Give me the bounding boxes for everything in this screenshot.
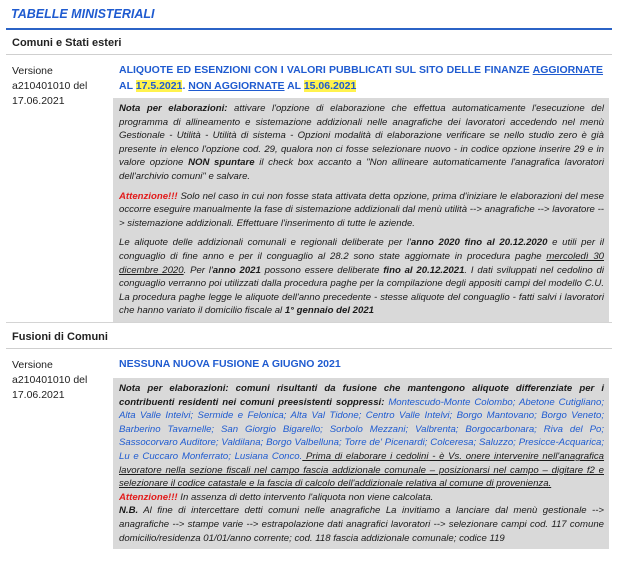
section-header-comuni	[6, 32, 612, 55]
version-info	[12, 64, 102, 109]
non-aggiornate-link[interactable]: NON AGGIORNATE	[188, 80, 285, 92]
section-header-label: Comuni e Stati esteri	[12, 37, 122, 49]
note-box	[113, 378, 609, 549]
note-paragraph: N.B. Al fine di intercettare detti comuni nelle anagrafiche La invitiamo a lanciare dal menù gestionale --> anagrafiche --> stampe varie --> estrapolazione dati anagrafici lavoratori --> selezionare campi cod. 117 comune domicilio/residenza 01/01/anno corrente; cod. 118 fascia addizionale comunale; codice 119	[119, 505, 604, 544]
attention-label: Attenzione!!!	[119, 190, 178, 202]
version-label: Versione	[12, 65, 53, 77]
note-paragraph: Nota per elaborazioni: comuni risultanti da fusione che mantengono aliquote differenziate per i contribuenti residenti nei comuni preesistenti soppressi: Montescudo-Monte Colombo; Abetone Cutigliano; Alta Valle Intelvi; Sermide e Felonica; Alta Val Tidone; Centro Valle Intelvi; Borgo Mantovano; Borgo Veneto; Barberino Tavarnelle; San Giorgio Bigarello; Sorbolo Mezzani; Valbrenta; Borgocarbonara; Riva del Po; Sassocorvaro Auditore; Valdilana; Borgo Valbelluna; Torre de' Picenardi; Colceresa; Saluzzo; Presicce-Acquarica; Lu e Cuccaro Monferrato; Lusiana Conco. Prima di elaborare i cedolini - è Vs. onere intervenire nell'anagrafica lavoratore nella sezione fiscali nel campo fascia addizionale comunale – posizionarsi nel campo – digitare f2 e selezionare il codice catastale e la fascia di calcolo dell'addizionale relativa al comune di provenienza.	[119, 383, 605, 490]
attention-label: Attenzione!!!	[119, 491, 178, 503]
comuni-list: Montescudo-Monte Colombo; Abetone Cutigliano; Alta Valle Intelvi; Sermide e Felonica; Alta Val Tidone; Centro Valle Intelvi; Borgo Mantovano; Borgo Veneto; Barberino Tavarnelle; San Giorgio Bigarello; Sorbolo Mezzani; Valbrenta; Borgocarbonara; Riva del Po; Sassocorvaro Auditore; Valdilana; Borgo Valbelluna; Torre de' Picenardi; Colceresa; Saluzzo; Presicce-Acquarica; Lu e Cuccaro Monferrato; Lusiana Conco.	[119, 396, 604, 462]
attention-paragraph: Attenzione!!! Solo nel caso in cui non fosse stata attivata detta opzione, prima d'iniziare le elaborazioni del mese occorre eseguire manualmente la fase di sistemazione addizionali dal menù utilità --> anagrafiche --> lavoratore --> sistemazione addizionali. Effettuare l'inserimento di tutte le aziende.	[119, 190, 604, 229]
divider	[6, 322, 612, 323]
aliquote-heading: ALIQUOTE ED ESENZIONI CON I VALORI PUBBLICATI SUL SITO DELLE FINANZE AGGIORNATE AL 17.5.2021. NON AGGIORNATE AL 15.06.2021	[119, 64, 604, 92]
version-date: 17.06.2021	[12, 95, 65, 107]
date-highlight: 15.06.2021	[303, 80, 357, 92]
fusioni-heading: NESSUNA NUOVA FUSIONE A GIUGNO 2021	[119, 358, 341, 370]
section-header-fusioni	[6, 326, 612, 349]
aggiornate-link[interactable]: AGGIORNATE	[532, 64, 604, 76]
note-paragraph: Le aliquote delle addizionali comunali e regionali deliberate per l'anno 2020 fino al 20.12.2020 e utili per il conguaglio di fine anno e per il conguaglio al 28.2 sono state aggiornate in procedura paghe mercoledì 30 dicembre 2020. Per l'anno 2021 possono essere deliberate fino al 20.12.2021. I dati sviluppati nel cedolino di conguaglio verranno poi utilizzati dalla procedura paghe per la compilazione degli appositi campi del modello C.U. La procedura paghe legge le aliquote dell'anno precedente - stesse aliquote del conguaglio - fatti salvi i lavoratori che hanno variato il domicilio fiscale al 1° gennaio del 2021	[119, 237, 605, 317]
date-highlight: 17.5.2021	[135, 80, 183, 92]
attention-paragraph: Attenzione!!! In assenza di detto intervento l'aliquota non viene calcolata.	[119, 491, 434, 503]
note-paragraph: Nota per elaborazioni: attivare l'opzione di elaborazione che effettua automaticamente l'esecuzione del programma di allineamento e sistemazione addizionali nelle anagrafiche dei lavoratori accedendo nel menù Gestionale - Utilità - Utilità di sistema - Opzioni modalità di elaborazione verificare se nello studio zero è già presente in elenco l'opzione cod. 29, qualora non ci fosse selezionare nuovo - in codice opzione inserire 29 e in valore opzione NON spuntare il check box accanto a "Non allineare automaticamente l'anagrafica lavoratori dell'archivio comuni" e salvare.	[119, 103, 604, 182]
section-header-label: Fusioni di Comuni	[12, 331, 108, 343]
section-title-bar	[6, 4, 612, 30]
version-code: a210401010 del	[12, 374, 88, 386]
version-info	[12, 358, 102, 403]
version-label: Versione	[12, 359, 53, 371]
version-code: a210401010 del	[12, 80, 88, 92]
note-box	[113, 98, 609, 322]
version-date: 17.06.2021	[12, 389, 65, 401]
page-title: TABELLE MINISTERIALI	[11, 7, 155, 21]
